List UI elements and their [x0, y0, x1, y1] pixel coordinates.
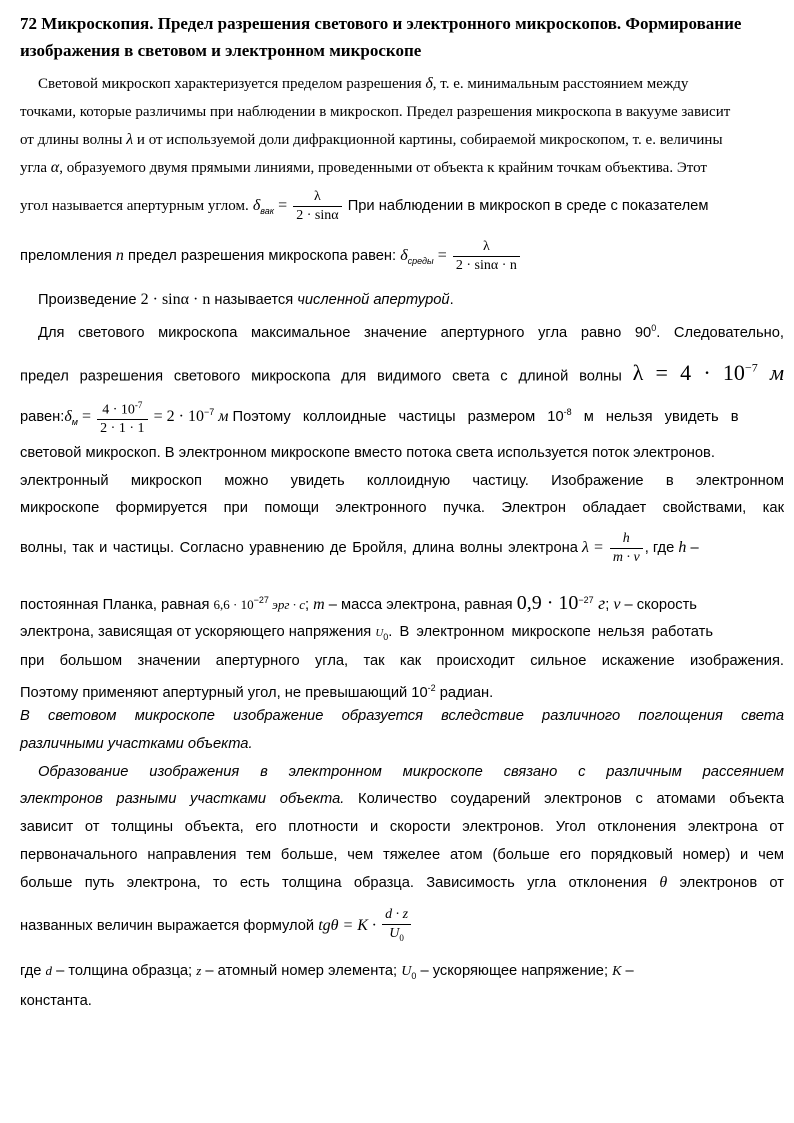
paragraph-intro-line-2: точками, которые различимы при наблюдении в микроскоп. Предел разрешения микроскопа в вакууме зависит — [20, 104, 731, 120]
text: Поэтому применяют апертурный угол, не превышающий 10 — [20, 684, 428, 701]
paragraph-light-line-8 — [20, 586, 784, 619]
text: больше путь электрона, то есть толщина образца. Зависимость угла отклонения — [20, 875, 660, 891]
section-heading: 72 Микроскопия. Предел разрешения светового и электронного микроскопов. Формирование изображения в световом и электронном микроскопе — [20, 14, 742, 60]
fraction-light-resolution — [97, 396, 147, 439]
text: электронов от — [667, 875, 784, 891]
formula-lambda-visible — [633, 360, 784, 385]
formula-delta-vacuum: δ — [252, 197, 261, 214]
text: Для светового микроскопа максимальное значение апертурного угла равно 90 — [38, 324, 652, 341]
formula-deflection: tgθ = K · — [318, 917, 376, 934]
formula-result: = 2 · 10 — [153, 407, 204, 425]
text: . Следовательно, — [656, 324, 785, 341]
text: электрона, зависящая от ускоряющего напряжения — [20, 624, 376, 640]
paragraph-light-line-4: световой микроскоп. В электронном микроскопе вместо потока света используется поток электронов. — [20, 445, 715, 461]
paragraph-light-line-11 — [20, 678, 784, 703]
numerator: d · z — [382, 906, 411, 925]
denominator: 2 · sinα · n — [455, 257, 517, 273]
equals: = — [437, 247, 447, 264]
text: Световой микроскоп характеризуется пределом разрешения — [38, 76, 426, 92]
paragraph-intro-line-1 — [20, 70, 784, 98]
text: называется — [210, 292, 298, 308]
superscript: −27 — [253, 595, 269, 605]
denominator: 2 · 1 · 1 — [100, 421, 145, 437]
paragraph-intro-line-3 — [20, 126, 784, 154]
text: ; — [304, 596, 314, 613]
text: радиан. — [435, 684, 494, 701]
symbol-alpha: α — [50, 159, 60, 176]
paragraph-light-line-7 — [20, 526, 784, 570]
denominator: m · v — [612, 549, 640, 565]
superscript: −27 — [578, 595, 594, 605]
paragraph-light-line-1 — [20, 318, 784, 343]
symbol-v: v — [613, 595, 621, 613]
paragraph-light-line-10: при большом значении апертурного угла, так как происходит сильное искажение изображения. — [20, 653, 784, 669]
paragraph-light-line-9 — [20, 622, 784, 647]
text: и от используемой доли дифракционной картины, собираемой микроскопом, т. е. величины — [133, 132, 723, 148]
symbol-z: z — [196, 963, 202, 978]
text: – скорость — [620, 596, 697, 613]
fraction-de-broglie — [610, 530, 643, 567]
text: предел разрешения микроскопа равен: — [123, 248, 397, 264]
numerator: λ — [293, 188, 341, 207]
symbol-d: d — [45, 963, 53, 978]
text: , образуемого двумя прямыми линиями, проведенными от объекта к крайним точкам объектива. Этот — [59, 160, 707, 176]
subscript: вак — [260, 206, 275, 216]
symbol-u0: U — [375, 627, 384, 639]
text: – — [621, 963, 634, 979]
den-text: U — [389, 925, 400, 941]
symbol-lambda: λ — [126, 131, 134, 148]
paragraph-intro-line-4 — [20, 154, 784, 182]
subscript: 0 — [411, 971, 417, 981]
symbol-n: n — [115, 247, 124, 264]
text-italic: электронов разными участками объекта. — [20, 791, 345, 807]
denominator — [382, 925, 411, 947]
symbol-u0: U — [401, 964, 412, 979]
unit: м — [757, 360, 784, 386]
text: – толщина образца; — [52, 963, 197, 979]
symbol-h: h — [678, 539, 687, 556]
text: волны, так и частицы. Согласно уравнению де Бройля, длина волны электрона — [20, 540, 578, 556]
text: названных величин выражается формулой — [20, 918, 319, 934]
superscript: -2 — [427, 683, 436, 693]
paragraph-light-line-3 — [20, 392, 784, 442]
text: – атомный номер элемента; — [201, 963, 402, 979]
text: , где — [644, 540, 679, 556]
numerator: λ — [453, 238, 520, 257]
equals: = — [82, 407, 92, 425]
formula-delta-medium: δ — [400, 247, 408, 264]
num-text: 4 · 10 — [102, 402, 135, 418]
paragraph-light-line-6: микроскопе формируется при помощи электронного пучка. Электрон обладает свойствами, как — [20, 500, 784, 516]
symbol-k: K — [612, 964, 622, 979]
subscript: 0 — [383, 632, 389, 642]
formula-electron-mass: 0,9 · 10 — [516, 591, 579, 614]
formula-aperture: 2 · sinα · n — [140, 291, 211, 308]
paragraph-numerical-aperture — [38, 290, 794, 310]
subscript: 0 — [399, 932, 404, 943]
text: ; — [605, 596, 614, 613]
term-numerical-aperture: численной апертурой — [297, 292, 450, 308]
numerator: h — [610, 530, 643, 549]
paragraph-electron-image-line-2 — [20, 789, 784, 809]
superscript: -7 — [134, 399, 143, 410]
superscript: -8 — [563, 407, 572, 417]
paragraph-legend-line-1 — [20, 961, 784, 986]
paragraph-light-line-5: электронный микроскоп можно увидеть коллоидную частицу. Изображение в электронном — [20, 473, 784, 489]
text: Поэтому коллоидные частицы размером 10 — [232, 408, 564, 425]
fraction-deflection — [382, 906, 411, 947]
equals: = — [278, 197, 288, 214]
paragraph-electron-image-line-5 — [20, 873, 784, 893]
text: равен: — [20, 408, 65, 425]
text: . — [449, 292, 454, 308]
text: . В электронном микроскопе нельзя работать — [388, 624, 713, 640]
formula-planck: 6,6 · 10 — [213, 596, 254, 612]
superscript: −7 — [203, 407, 215, 417]
symbol-m: m — [313, 595, 325, 613]
text: м нельзя увидеть в — [571, 408, 739, 425]
paragraph-light-line-2 — [20, 350, 784, 394]
superscript: −7 — [744, 361, 758, 375]
text: преломления — [20, 248, 116, 264]
paragraph-legend-line-2: константа. — [20, 993, 92, 1009]
paragraph-light-image-line-2: различными участками объекта. — [20, 736, 253, 752]
paragraph-electron-image-line-6 — [20, 904, 784, 948]
fraction-resolution-vacuum — [293, 188, 341, 225]
paragraph-light-image-line-1: В световом микроскопе изображение образуется вследствие различного поглощения света — [20, 708, 784, 724]
text: предел разрешения светового микроскопа для видимого света с длиной волны — [20, 368, 622, 385]
symbol-delta: δ — [425, 75, 433, 92]
subscript: м — [71, 416, 78, 427]
text: – масса электрона, равная — [324, 596, 517, 613]
paragraph-electron-image-line-3: зависит от толщины объекта, его плотности и скорости электронов. Угол отклонения электрона от — [20, 819, 784, 835]
text: угла — [20, 160, 51, 176]
denominator: 2 · sinα — [296, 207, 339, 223]
numerator — [97, 396, 147, 421]
formula-delta-m: δ — [64, 407, 72, 425]
subscript: среды — [407, 256, 434, 266]
formula-de-broglie: λ = — [582, 539, 604, 556]
text: где — [20, 963, 46, 979]
paragraph-medium-resolution — [20, 236, 784, 281]
unit: г — [593, 592, 606, 613]
symbol-theta: θ — [659, 874, 668, 891]
text: – — [686, 540, 699, 556]
fraction-resolution-medium — [453, 238, 520, 275]
superscript: 0 — [651, 323, 657, 333]
text: Произведение — [38, 292, 141, 308]
text: – ускоряющее напряжение; — [416, 963, 613, 979]
text: постоянная Планка, равная — [20, 596, 214, 613]
text: от длины волны — [20, 132, 127, 148]
text: При наблюдении в микроскоп в среде с показателем — [347, 198, 709, 214]
paragraph-electron-image-line-1: Образование изображения в электронном микроскопе связано с различным рассеянием — [38, 764, 784, 780]
text: угол называется апертурным углом. — [20, 198, 249, 214]
unit: м — [214, 407, 229, 425]
paragraph-electron-image-line-4: первоначального направления тем больше, чем тяжелее атом (больше его порядковый номер) и чем — [20, 847, 784, 863]
unit: эрг · с — [268, 596, 305, 612]
text: Количество соударений электронов с атомами объекта — [344, 791, 784, 807]
formula-text: λ = 4 · 10 — [632, 360, 745, 386]
paragraph-intro-line-5 — [20, 186, 784, 231]
text: , т. е. минимальным расстоянием между — [432, 76, 689, 92]
